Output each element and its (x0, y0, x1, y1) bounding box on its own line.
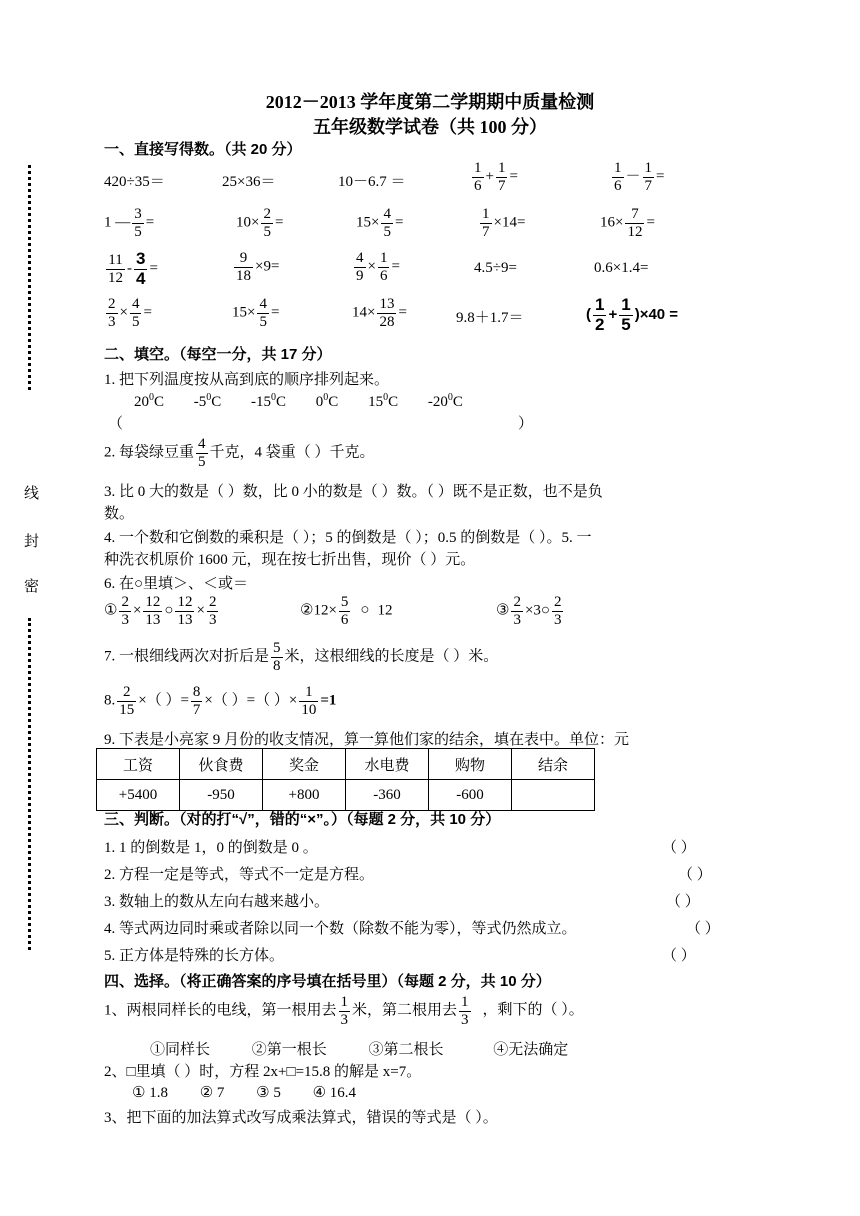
fraction: $\frac{1}{2}$ (595, 295, 605, 334)
calc-12: $\frac{9}{18}$ ×9= (236, 250, 280, 284)
fraction: $\frac{13}{28}$ (379, 296, 395, 330)
fraction: $\frac{1}{7}$ (482, 206, 490, 240)
temp-item: $0^0C$ (315, 392, 339, 410)
choice-q2-options (132, 1083, 356, 1102)
calc-6: 1 — $\frac{3}{5}$ = (104, 206, 155, 240)
calc-8: 15× $\frac{4}{5}$ = (356, 206, 404, 240)
fill-q4-line2: 种洗衣机原价 1600 元，现在按七折出售，现价（ ）元。 (104, 552, 476, 568)
fraction: $\frac{4}{5}$ (383, 206, 391, 240)
judge-answer-3[interactable]: （ ） (666, 894, 700, 910)
temp-item: $-20^0C$ (427, 392, 463, 410)
section3-heading: 三、判断。（对的打“√”，错的“×”。）（每题 2 分，共 10 分） (104, 811, 501, 828)
table-header-cell: 工资 (97, 749, 180, 780)
calc-3: 10－6.7 ＝ (338, 174, 406, 190)
fraction: $\frac{4}{5}$ (131, 296, 140, 330)
calc-7: 10× $\frac{2}{5}$ = (236, 206, 284, 240)
calc-1: 420÷35＝ (104, 174, 165, 190)
fraction: $\frac{1}{7}$ (644, 160, 653, 194)
fraction: $\frac{9}{18}$ (236, 250, 251, 284)
calc-11: $\frac{11}{12}$ - $\frac{3}{4}$ = (108, 249, 158, 288)
fill-q9: 9. 下表是小亮家 9 月份的收支情况，算一算他们家的结余，填在表中。单位：元 (104, 732, 630, 748)
exam-subtitle: 五年级数学试卷（共 100 分） (313, 117, 547, 137)
binding-char-closed: 密 (24, 579, 40, 595)
fill-q2: 2. 每袋绿豆重 $\frac{4}{5}$ 千克，4 袋重（ ）千克。 (104, 436, 375, 470)
calc-2: 25×36＝ (222, 174, 276, 190)
fraction: $\frac{7}{12}$ (627, 206, 643, 240)
calc-18: 14× $\frac{13}{28}$ = (352, 296, 407, 330)
fraction: $\frac{8}{7}$ (192, 684, 201, 718)
fraction: $\frac{4}{5}$ (198, 436, 206, 470)
fraction: $\frac{3}{5}$ (134, 206, 142, 240)
fill-q3-line1: 3. 比 0 大的数是（ ）数，比 0 小的数是（ ）数。（ ）既不是正数，也不是负 (104, 484, 603, 500)
calc-9: $\frac{1}{7}$ ×14= (482, 206, 526, 240)
binding-dotted-line-bottom (28, 618, 31, 950)
choice-q3: 3、把下面的加法算式改写成乘法算式，错误的等式是（ ）。 (104, 1110, 498, 1126)
table-cell: -950 (180, 780, 263, 811)
judge-answer-4[interactable]: （ ） (686, 921, 720, 937)
table-header-cell: 奖金 (263, 749, 346, 780)
compare-circle[interactable]: ○ (360, 602, 370, 619)
compare-a: ① $\frac{2}{3}$ × $\frac{12}{13}$ ○ $\frac{12}{13}$ × $\frac{2}{3}$ (104, 594, 217, 628)
judge-item-3: 3. 数轴上的数从左向右越来越小。 (104, 894, 330, 910)
answer-cell[interactable] (512, 780, 595, 811)
calc-5: $\frac{1}{6}$ － $\frac{1}{7}$ = (614, 160, 665, 194)
judge-answer-5[interactable]: （ ） (662, 948, 696, 964)
calc-13: $\frac{4}{9}$ × $\frac{1}{6}$ = (356, 250, 400, 284)
table-header-cell: 伙食费 (180, 749, 263, 780)
judge-item-4: 4. 等式两边同时乘或者除以同一个数（除数不能为零），等式仍然成立。 (104, 921, 577, 937)
fraction: $\frac{12}{13}$ (145, 594, 161, 628)
binding-char-seal: 封 (24, 534, 40, 550)
income-table (96, 748, 595, 811)
option[interactable]: ③ 5 (256, 1085, 281, 1101)
table-header-cell: 结余 (512, 749, 595, 780)
table-header-cell: 购物 (429, 749, 512, 780)
judge-answer-1[interactable]: （ ） (662, 840, 696, 856)
table-header-row (97, 749, 595, 780)
calc-19: 9.8＋1.7＝ (456, 310, 524, 326)
binding-dotted-line-top (28, 165, 31, 390)
judge-item-1: 1. 1 的倒数是 1，0 的倒数是 0 。 (104, 840, 318, 856)
fraction: $\frac{4}{9}$ (356, 250, 364, 284)
fraction: $\frac{1}{3}$ (461, 994, 469, 1028)
table-cell: -600 (429, 780, 512, 811)
fraction: $\frac{2}{3}$ (121, 594, 129, 628)
fraction: $\frac{2}{5}$ (263, 206, 271, 240)
fraction: $\frac{11}{12}$ (108, 252, 123, 286)
fraction: $\frac{2}{3}$ (108, 296, 116, 330)
fraction: $\frac{1}{6}$ (614, 160, 622, 194)
temp-item: $-15^0C$ (251, 392, 287, 410)
fraction: $\frac{2}{15}$ (119, 684, 135, 718)
section4-heading: 四、选择。（将正确答案的序号填在括号里）（每题 2 分，共 10 分） (104, 973, 551, 990)
option[interactable]: ③第二根长 (368, 1042, 444, 1058)
calc-15: 0.6×1.4= (594, 260, 649, 276)
judge-item-2: 2. 方程一定是等式，等式不一定是方程。 (104, 867, 375, 883)
calc-14: 4.5÷9= (474, 260, 517, 276)
fraction: $\frac{3}{4}$ (136, 249, 146, 288)
compare-circle[interactable]: ○ (164, 602, 174, 619)
fill-q3-line2: 数。 (104, 506, 135, 522)
choice-q2: 2、□里填（ ）时，方程 2x+□=15.8 的解是 x=7。 (104, 1064, 422, 1080)
fraction: $\frac{5}{6}$ (340, 594, 349, 628)
fill-q1: 1. 把下列温度按从高到底的顺序排列起来。 (104, 372, 390, 388)
calc-17: 15× $\frac{4}{5}$ = (232, 296, 280, 330)
option[interactable]: ②第一根长 (251, 1042, 327, 1058)
table-cell: +800 (263, 780, 346, 811)
fraction: $\frac{2}{3}$ (513, 594, 521, 628)
option[interactable]: ① 1.8 (132, 1085, 168, 1101)
calc-4: $\frac{1}{6}$ + $\frac{1}{7}$ = (474, 160, 518, 194)
option[interactable]: ④ 16.4 (312, 1085, 357, 1101)
exam-title: 2012－2013 学年度第二学期期中质量检测 (265, 92, 595, 112)
judge-item-5: 5. 正方体是特殊的长方体。 (104, 948, 285, 964)
fraction: $\frac{2}{3}$ (208, 594, 217, 628)
option[interactable]: ② 7 (199, 1085, 225, 1101)
section2-heading: 二、填空。（每空一分，共 17 分） (104, 346, 332, 363)
fraction: $\frac{5}{8}$ (273, 640, 281, 674)
choice-q1: 1、两根同样长的电线，第一根用去 $\frac{1}{3}$ 米，第二根用去 $\frac{1}{3}$ ，剩下的（ ）。 (104, 994, 584, 1028)
calc-16: $\frac{2}{3}$ × $\frac{4}{5}$ = (108, 296, 152, 330)
calc-10: 16× $\frac{7}{12}$ = (600, 206, 655, 240)
fraction: $\frac{12}{13}$ (177, 594, 193, 628)
temp-item: $15^0C$ (368, 392, 399, 410)
temp-item: $-5^0C$ (193, 392, 222, 410)
fraction: $\frac{1}{6}$ (379, 250, 388, 284)
temperature-list (134, 392, 463, 411)
option[interactable]: ④无法确定 (493, 1042, 569, 1058)
fraction: $\frac{1}{10}$ (301, 684, 317, 718)
temp-item: $20^0C$ (134, 392, 165, 410)
fraction: $\frac{4}{5}$ (259, 296, 267, 330)
binding-char-line: 线 (24, 486, 40, 502)
judge-answer-2[interactable]: （ ） (678, 867, 712, 883)
choice-q1-options (150, 1038, 568, 1059)
fraction: $\frac{1}{7}$ (497, 160, 506, 194)
section1-heading: 一、直接写得数。（共 20 分） (104, 141, 302, 158)
compare-b: ②12× $\frac{5}{6}$ ○ 12 (300, 594, 393, 628)
calc-20: ( $\frac{1}{2}$ + $\frac{1}{5}$ )×40 = (586, 295, 679, 334)
table-cell: +5400 (97, 780, 180, 811)
table-cell: -360 (346, 780, 429, 811)
fraction: $\frac{1}{5}$ (621, 295, 631, 334)
fill-q7: 7. 一根细线两次对折后是 $\frac{5}{8}$ 米，这根细线的长度是（ ）米。 (104, 640, 499, 674)
fill-q6: 6. 在○里填＞、＜或＝ (104, 576, 249, 592)
table-header-cell: 水电费 (346, 749, 429, 780)
fraction: $\frac{1}{6}$ (474, 160, 482, 194)
answer-paren-open: （ (108, 416, 124, 432)
table-row (97, 780, 595, 811)
answer-paren-close: ） (518, 416, 534, 432)
fraction: $\frac{1}{3}$ (340, 994, 349, 1028)
fill-q8: 8. $\frac{2}{15}$ ×（ ）= $\frac{8}{7}$ ×（ ）=（ ）× $\frac{1}{10}$ =1 (104, 684, 337, 718)
fill-q4-line1: 4. 一个数和它倒数的乘积是（ ）；5 的倒数是（ ）；0.5 的倒数是（ ）。5. 一 (104, 530, 592, 546)
fraction: $\frac{2}{3}$ (553, 594, 562, 628)
compare-c: ③ $\frac{2}{3}$ ×3○ $\frac{2}{3}$ (496, 594, 562, 628)
option[interactable]: ①同样长 (150, 1042, 211, 1058)
